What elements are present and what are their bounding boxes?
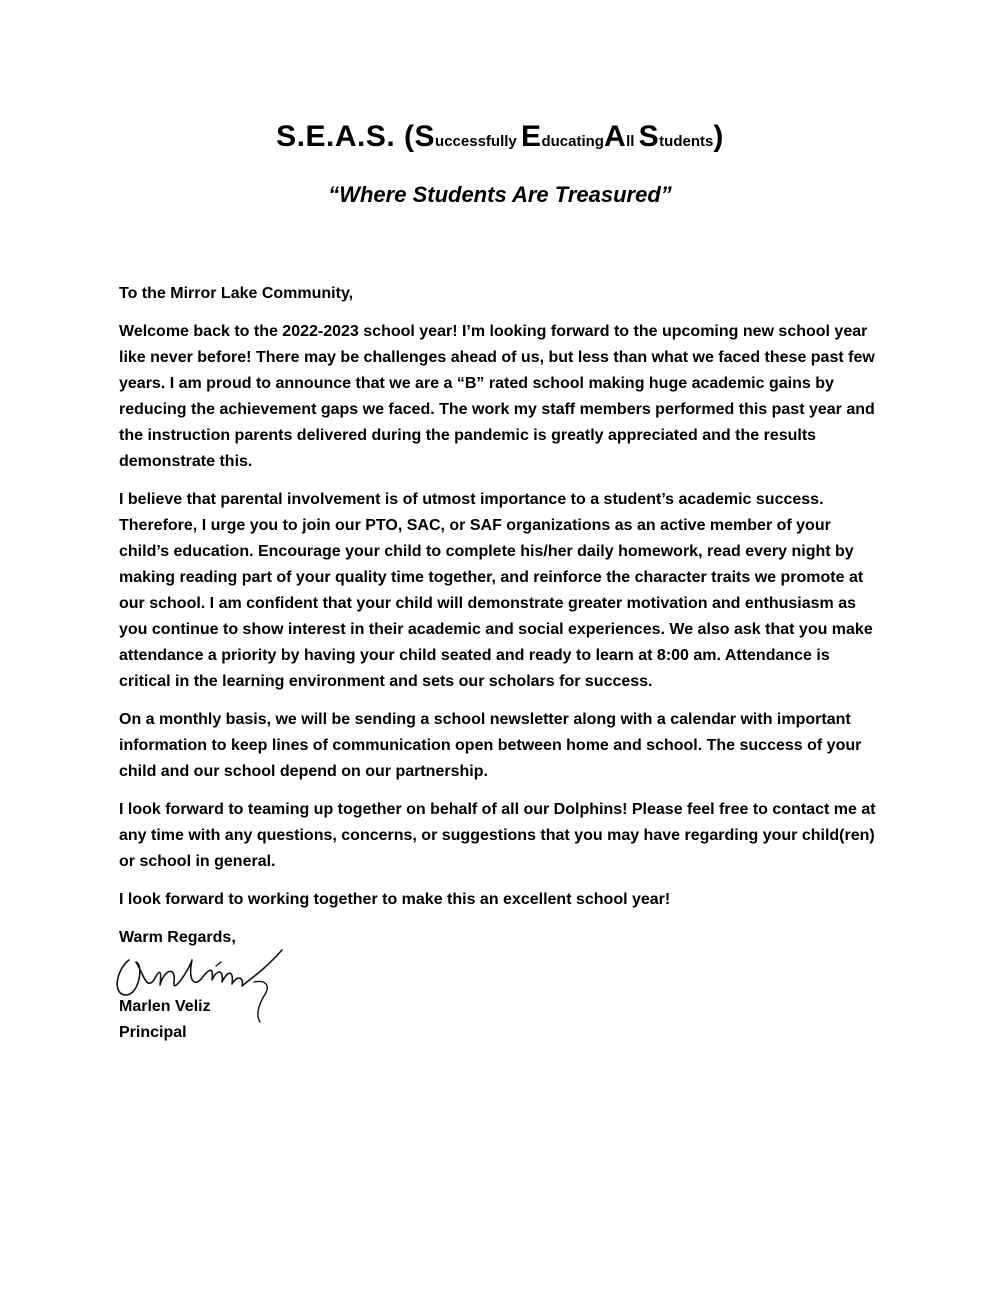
title-part: ducating: [541, 133, 604, 150]
closing: Warm Regards,: [119, 929, 236, 946]
title-part: S: [414, 120, 436, 153]
tagline: “Where Students Are Treasured”: [328, 182, 672, 207]
signer-title: Principal: [119, 1024, 187, 1041]
letter-paragraph: On a monthly basis, we will be sending a school newsletter along with a calendar with important information to keep lines of communication open between home and school. The success of your child and our school depend on our partnership.: [119, 711, 862, 780]
letter-paragraph: I look forward to working together to make this an excellent school year!: [119, 891, 671, 908]
page-title: [0, 120, 1000, 154]
letter-body: [119, 281, 885, 963]
letter-paragraph: I believe that parental involvement is of utmost importance to a student’s academic success. Therefore, I urge you to join our PTO, SAC, or SAF organizations as an active member of your child’s education. Encourage your child to complete his/her daily homework, read every night by making reading part of your quality time together, and reinforce the character traits we promote at our school. I am confident that your child will demonstrate greater motivation and enthusiasm as you continue to show interest in their academic and social experiences. We also ask that you make attendance a priority by having your child seated and ready to learn at 8:00 am. Attendance is critical in the learning environment and sets our scholars for success.: [119, 491, 873, 690]
signature-block: [119, 994, 211, 1046]
signer-name: Marlen Veliz: [119, 998, 211, 1015]
title-part: uccessfully: [435, 133, 521, 150]
letter-paragraph: Welcome back to the 2022-2023 school year! I’m looking forward to the upcoming new school year like never before! There may be challenges ahead of us, but less than what we faced these past few years. I am proud to announce that we are a “B” rated school making huge academic gains by reducing the achievement gaps we faced. The work my staff members performed this past year and the instruction parents delivered during the pandemic is greatly appreciated and the results demonstrate this.: [119, 323, 875, 470]
title-part: A: [603, 120, 627, 153]
title-part: E: [520, 120, 542, 153]
title-part: ): [713, 120, 724, 153]
salutation: To the Mirror Lake Community,: [119, 285, 354, 302]
title-part: S: [638, 120, 660, 153]
title-part: ll: [626, 133, 639, 150]
title-part: S.E.A.S. (: [276, 120, 415, 153]
title-part: tudents: [659, 133, 714, 150]
letter-paragraph: I look forward to teaming up together on behalf of all our Dolphins! Please feel free to contact me at any time with any questions, concerns, or suggestions that you may have regarding your child(ren) or school in general.: [119, 801, 876, 870]
